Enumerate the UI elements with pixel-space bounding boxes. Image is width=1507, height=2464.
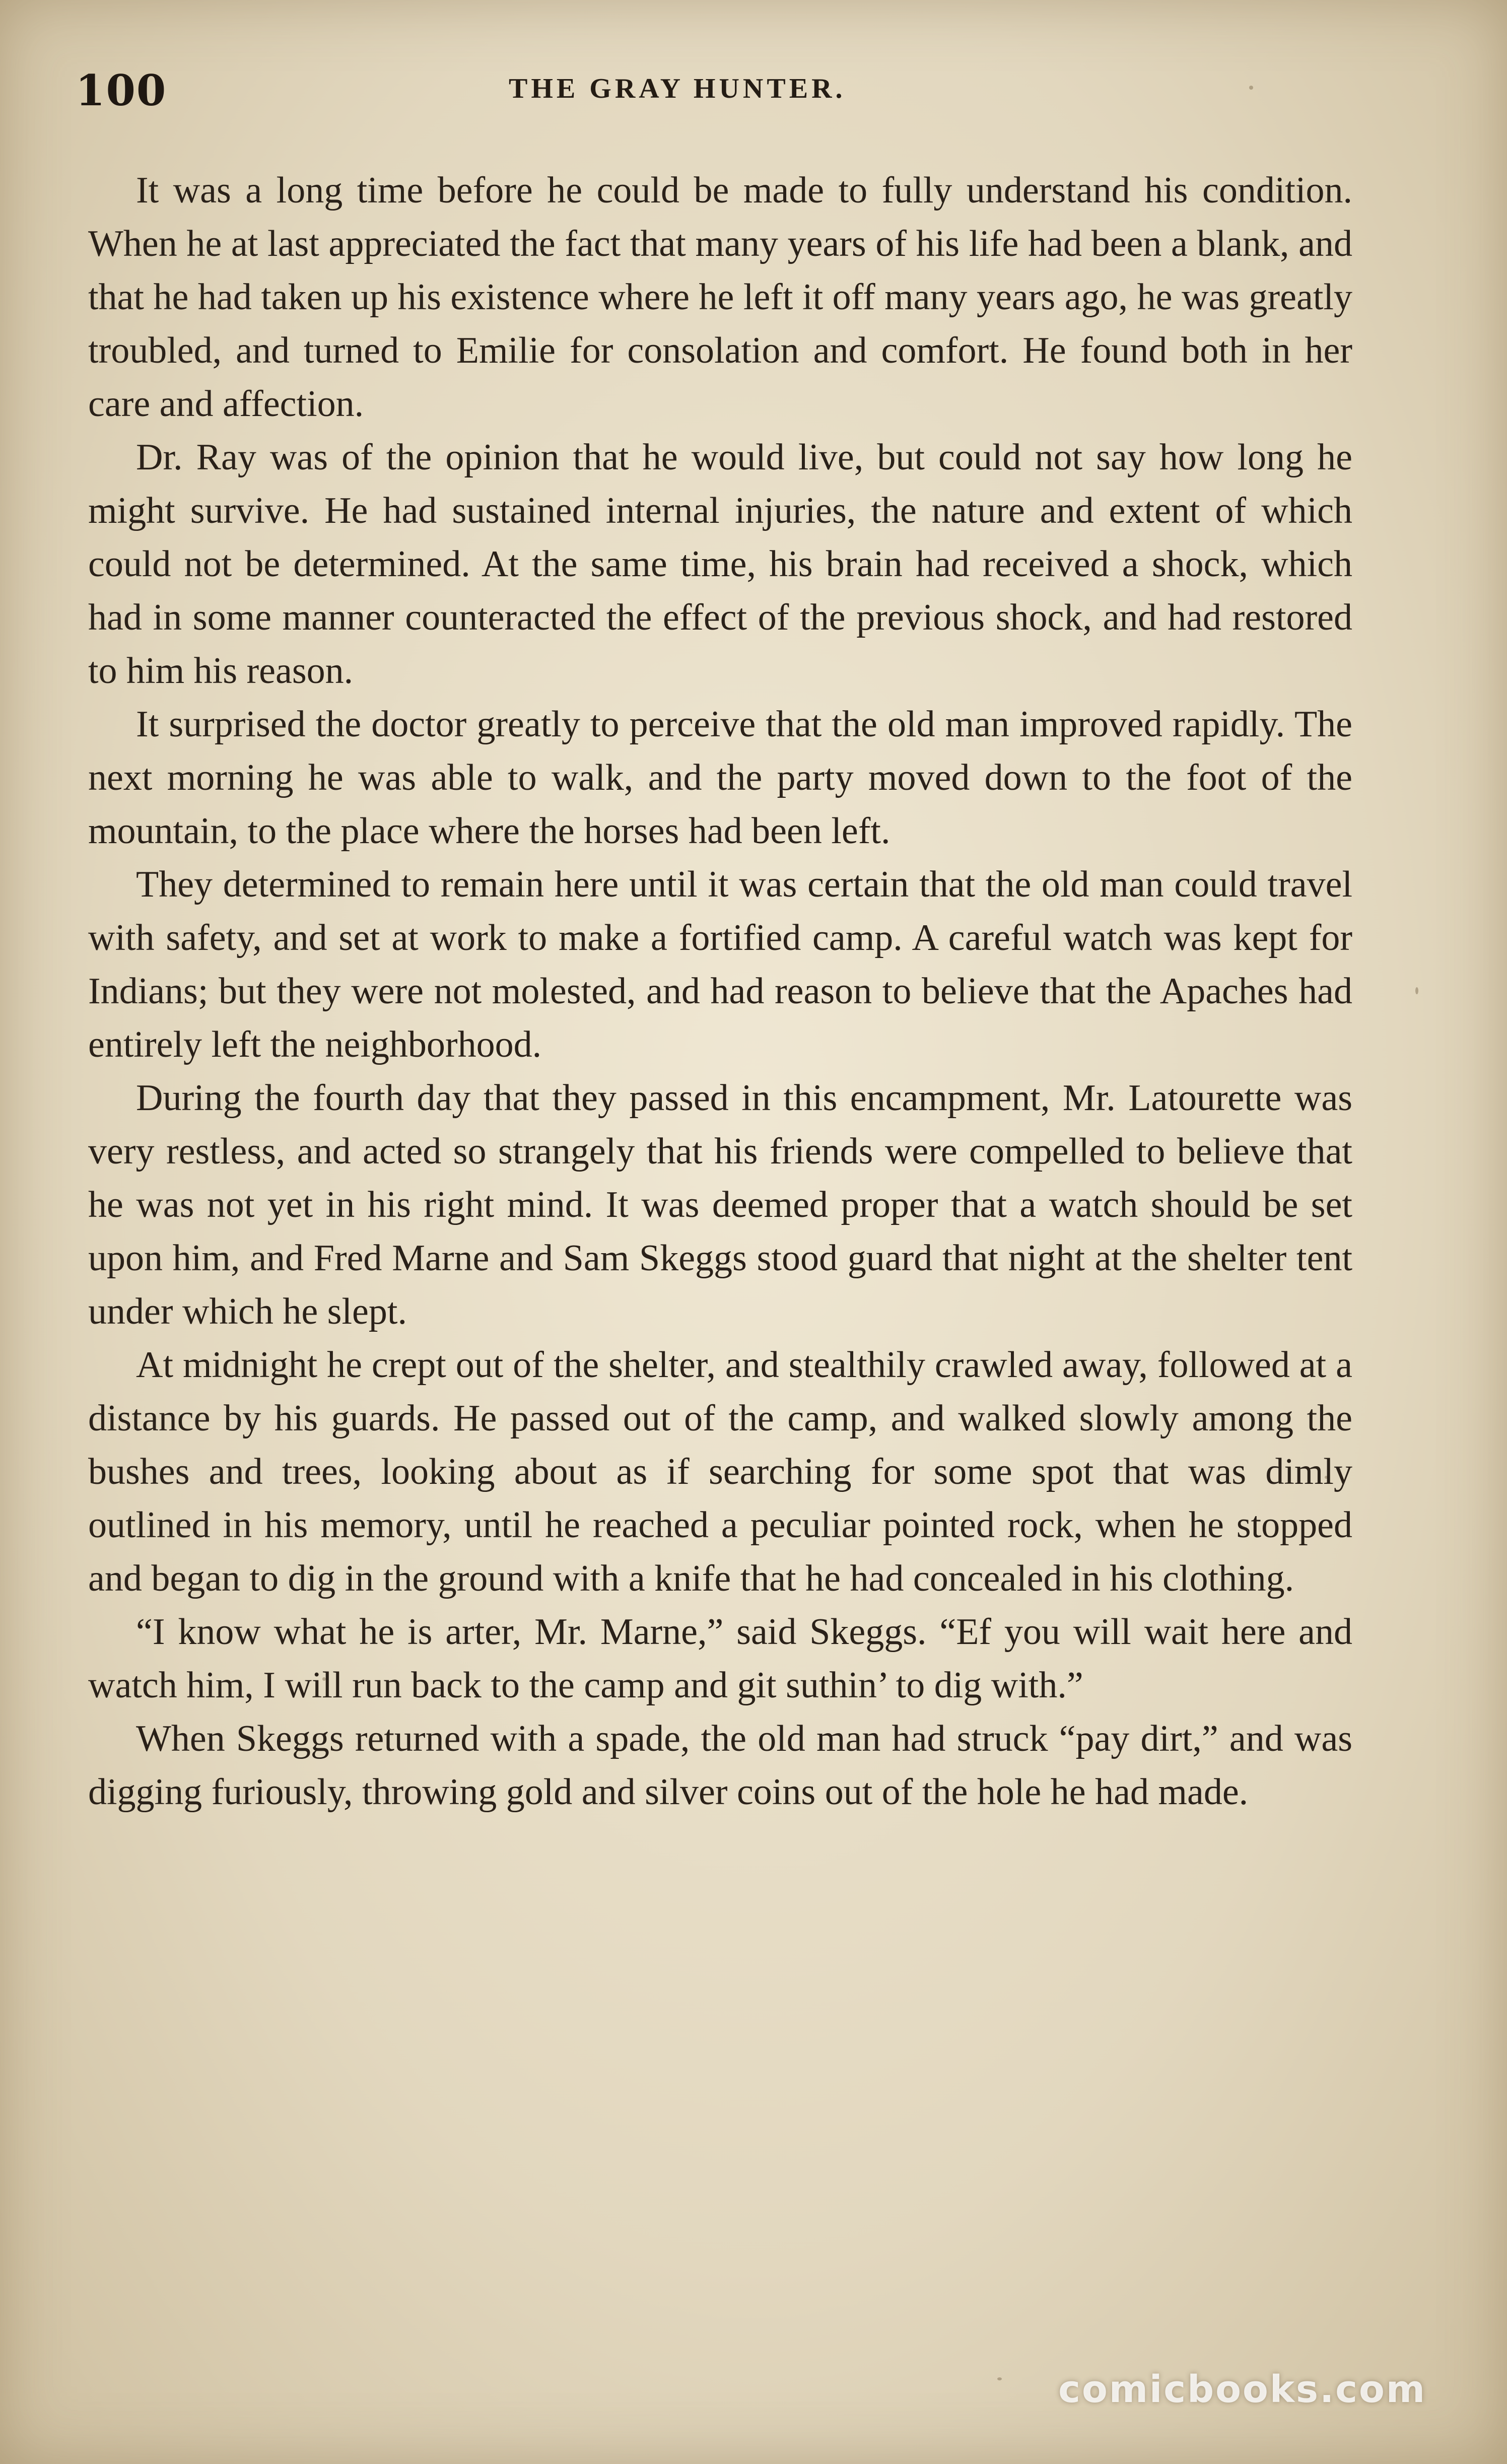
paragraph: It surprised the doctor greatly to perceive that the old man improved rapidly. The next morning he was able to walk, and the party moved down to the foot of the mountain, to the place where the horses had been left. <box>88 704 1352 852</box>
paragraph: They determined to remain here until it was certain that the old man could travel with safety, and set at work to make a fortified camp. A careful watch was kept for Indians; but they were not molested, and had reason to believe that the Apaches had entirely left the neighborhood. <box>88 864 1352 1065</box>
paper-speck <box>1415 987 1418 994</box>
page-header <box>76 65 1385 121</box>
paragraph: During the fourth day that they passed in this encampment, Mr. Latourette was very restless, and acted so strangely that his friends were compelled to believe that he was not yet in his right mind. It was deemed proper that a watch should be set upon him, and Fred Marne and Sam Skeggs stood guard that night at the shelter tent under which he slept. <box>88 1077 1352 1332</box>
paragraph: “I know what he is arter, Mr. Marne,” said Skeggs. “Ef you will wait here and watch him, I will run back to the camp and git suthin’ to dig with.” <box>88 1611 1352 1706</box>
paragraph: When Skeggs returned with a spade, the old man had struck “pay dirt,” and was digging furiously, throwing gold and silver coins out of the hole he had made. <box>88 1718 1352 1813</box>
body-text <box>88 164 1352 1819</box>
paragraph: At midnight he crept out of the shelter, and stealthily crawled away, followed at a distance by his guards. He passed out of the camp, and walked slowly among the bushes and trees, looking about as if searching for some spot that was dimly outlined in his memory, until he reached a peculiar pointed rock, when he stopped and began to dig in the ground with a knife that he had concealed in his clothing. <box>88 1344 1352 1599</box>
paper-speck <box>997 2377 1002 2380</box>
watermark: comicbooks.com <box>1058 2368 1426 2411</box>
paragraph: It was a long time before he could be made to fully understand his condition. When he at last appreciated the fact that many years of his life had been a blank, and that he had taken up his existence where he left it off many years ago, he was greatly troubled, and turned to Emilie for consolation and comfort. He found both in her care and affection. <box>88 170 1352 425</box>
running-head: THE GRAY HUNTER. <box>509 73 846 104</box>
page-number: 100 <box>76 65 167 115</box>
paragraph: Dr. Ray was of the opinion that he would live, but could not say how long he might survive. He had sustained internal injuries, the nature and extent of which could not be determined. At the same time, his brain had received a shock, which had in some manner counteracted the effect of the previous shock, and had restored to him his reason. <box>88 437 1352 692</box>
